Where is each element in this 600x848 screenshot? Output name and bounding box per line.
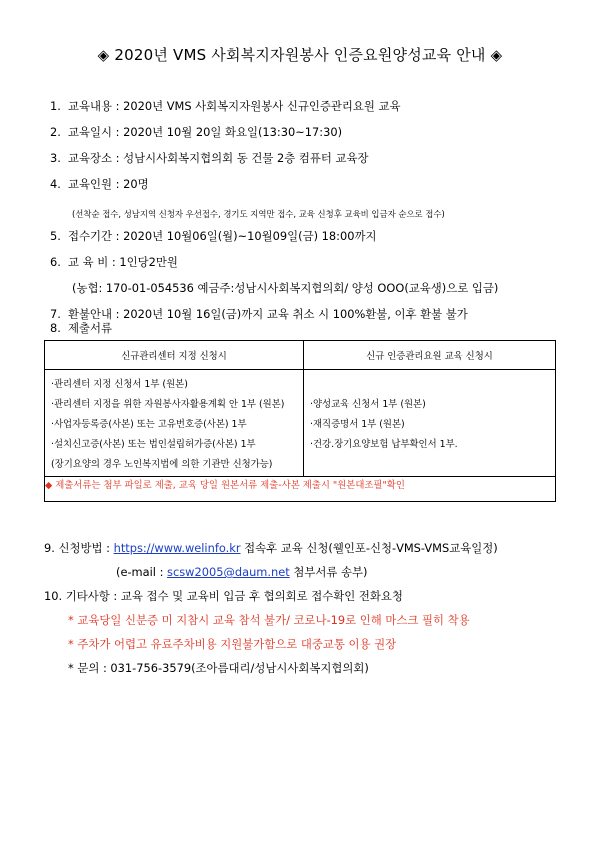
email-link[interactable]: scsw2005@daum.net [167,565,290,579]
parking-notice: * 주차가 어렵고 유료주차비용 지원불가함으로 대중교통 이용 권장 [68,637,397,651]
list-item: ·재직증명서 1부 (원본) [310,419,405,430]
table-row [45,370,556,477]
item-documents: 8. 제출서류 [50,321,113,335]
list-item: ·양성교육 신청서 1부 (원본) [310,399,426,410]
col-agent-header: 신규 인증관리요원 교육 신청시 [304,341,556,370]
contact-info: * 문의 : 031-756-3579(조아름대리/성남시사회복지협의회) [68,661,369,675]
bank-account-note: (농협: 170-01-054536 예금주:성남시사회복지협의회/ 양성 OOO(교육생)으로 입금) [72,281,499,295]
welinfo-link[interactable]: https://www.welinfo.kr [113,541,241,555]
table-warning-row [45,477,556,502]
list-item: ·사업자등록증(사본) 또는 고유번호증(사본) 1부 [51,419,247,430]
page-title: ◈ 2020년 VMS 사회복지자원봉사 인증요원양성교육 안내 ◈ [97,46,503,64]
item-application-method: 9. 신청방법 : https://www.welinfo.kr 접속후 교육 신청(웰인포-신청-VMS-VMS교육일정) [44,541,498,555]
item-registration-period: 5. 접수기간 : 2020년 10월06일(월)~10월09일(금) 18:00까지 [50,229,377,243]
email-line: (e-mail : scsw2005@daum.net 첨부서류 송부) [116,565,368,579]
item-education-capacity: 4. 교육인원 : 20명 [50,177,149,191]
agent-documents-cell [304,370,556,477]
list-item: ·관리센터 지정을 위한 자원봉사자활용계획 안 1부 (원본) [51,399,285,410]
list-item: ·건강.장기요양보험 납부확인서 1부. [310,439,458,450]
id-mask-notice: * 교육당일 신분증 미 지참시 교육 참석 불가/ 코로나-19로 인해 마스크 필히 착용 [68,613,470,627]
list-item: ·설치신고증(사본) 또는 법인설립허가증(사본) 1부 [51,439,256,450]
capacity-note: (선착순 접수, 성남지역 신청자 우선접수, 경기도 지역만 접수, 교육 신청후 교육비 입금자 순으로 접수) [72,209,445,219]
list-item: (장기요양의 경우 노인복지법에 의한 기관만 신청가능) [51,459,273,470]
item-other-notes: 10. 기타사항 : 교육 접수 및 교육비 입금 후 협의회로 접수확인 전화요청 [44,589,403,603]
col-center-header: 신규관리센터 지정 신청시 [45,341,304,370]
table-header-row [45,341,556,370]
list-item: ·관리센터 지정 신청서 1부 (원본) [51,379,188,390]
item-education-fee: 6. 교 육 비 : 1인당2만원 [50,255,178,269]
documents-warning: ◆ 제출서류는 첨부 파일로 제출, 교육 당일 원본서류 제출-사본 제출시 "원본대조필"확인 [45,477,556,502]
documents-table [44,340,556,502]
item-education-content: 1. 교육내용 : 2020년 VMS 사회복지자원봉사 신규인증관리요원 교육 [50,99,401,113]
center-documents-cell [45,370,304,477]
item-refund-policy: 7. 환불안내 : 2020년 10월 16일(금)까지 교육 취소 시 100%환불, 이후 환불 불가 [50,307,468,321]
item-education-place: 3. 교육장소 : 성남시사회복지협의회 동 건물 2층 컴퓨터 교육장 [50,151,369,165]
item-education-date: 2. 교육일시 : 2020년 10월 20일 화요일(13:30~17:30) [50,125,343,139]
